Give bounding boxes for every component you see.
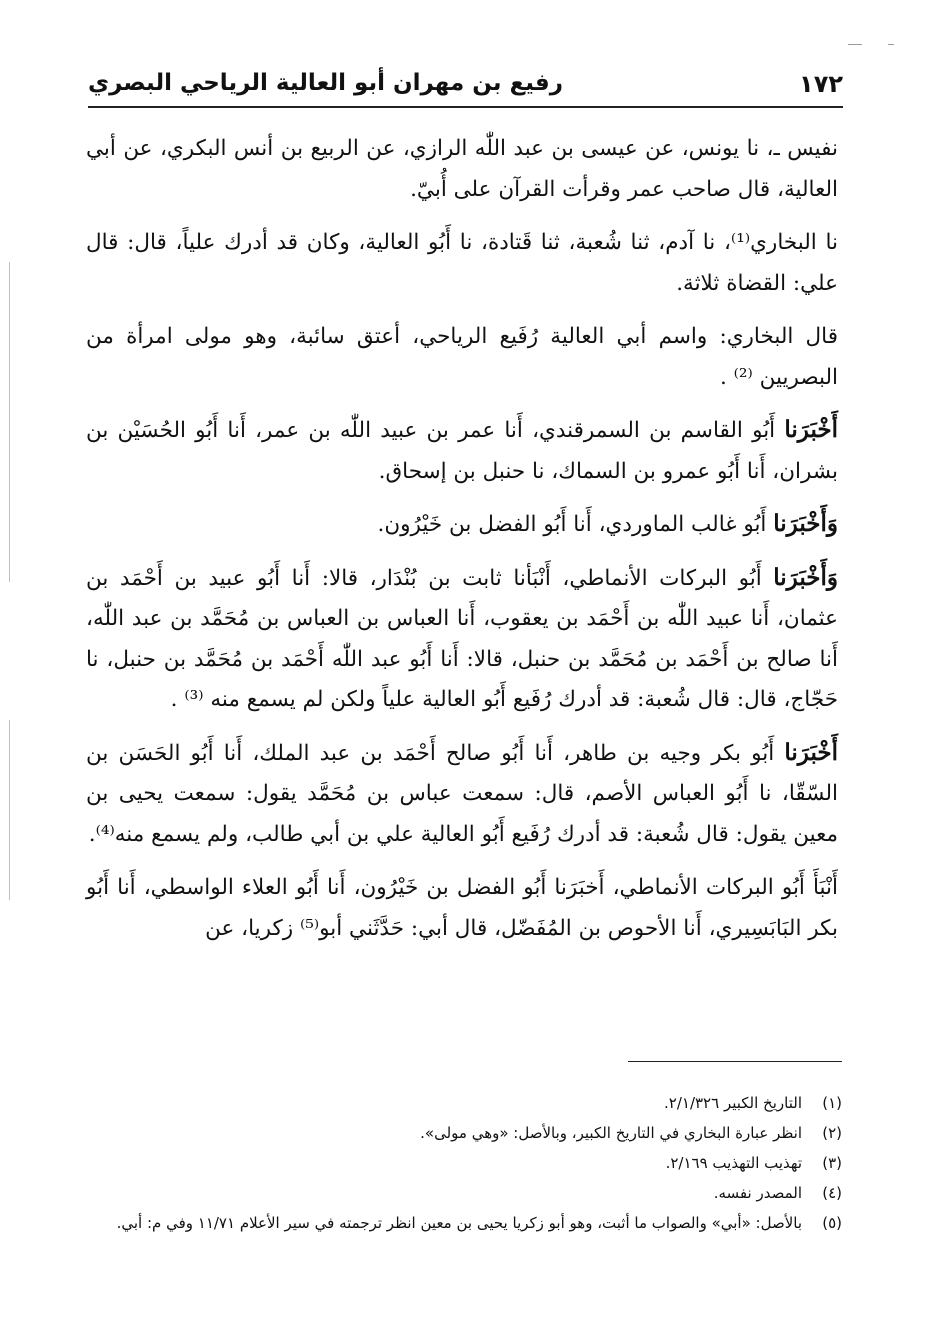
paragraph xyxy=(86,128,838,210)
footnote-number: (٣) xyxy=(822,1154,842,1172)
paragraph xyxy=(86,410,838,492)
footnote-text: انظر عبارة البخاري في التاريخ الكبير، وبالأصل: «وهي مولى». xyxy=(420,1124,802,1142)
paragraph-text: قال البخاري: واسم أبي العالية رُفَيع الرياحي، أعتق سائبة، وهو مولى امرأة من البصريين ⁽²⁾ . xyxy=(86,324,838,390)
paragraph xyxy=(86,558,838,721)
paragraph xyxy=(86,867,838,949)
paragraph-lead: وَأَخْبَرَنا xyxy=(773,510,838,537)
footnote xyxy=(86,1088,842,1118)
footnote-text: بالأصل: «أبي» والصواب ما أثبت، وهو أبو زكريا يحيى بن معين انظر ترجمته في سير الأعلام ١١/٧١ وفي م: أبي. xyxy=(116,1214,802,1232)
paragraph-lead: أَخْبَرَنا xyxy=(784,416,838,443)
running-header xyxy=(88,68,843,106)
header-rule xyxy=(88,106,843,108)
paragraph-text: أَنْبَأَ أَبُو البركات الأنماطي، أَخبَرَنا أَبُو الفضل بن خَيْرُون، أَنا أَبُو العلاء الواسطي، أَنا أَبُو بكر البَابَسِيري، أَنا الأحوص بن المُفَضّل، قال أبي: حَدَّثَني أبو⁽⁵⁾ زكريا، عن xyxy=(86,875,838,941)
footnotes xyxy=(86,1088,842,1238)
footnote-number: (٢) xyxy=(822,1124,842,1142)
footnote-text: التاريخ الكبير ٢/١/٣٢٦. xyxy=(664,1094,802,1112)
footnote-text: المصدر نفسه. xyxy=(713,1184,802,1202)
footnote xyxy=(86,1118,842,1148)
footnote xyxy=(86,1208,842,1238)
scan-margin-line xyxy=(9,262,10,582)
paragraph-text: أَبُو القاسم بن السمرقندي، أَنا عمر بن عبيد اللّٰه بن عمر، أَنا أَبُو الحُسَيْن بن بشران، أَنا أَبُو عمرو بن السماك، نا حنبل بن إسحاق. xyxy=(86,418,838,484)
paragraph-text: أَبُو غالب الماوردي، أَنا أَبُو الفضل بن خَيْرُون. xyxy=(377,512,774,537)
footnote xyxy=(86,1148,842,1178)
footnote-number: (٥) xyxy=(822,1214,842,1232)
footnote-number: (٤) xyxy=(822,1184,842,1202)
paragraph xyxy=(86,316,838,398)
paragraph xyxy=(86,733,838,856)
paragraph-lead: وَأَخْبَرَنا xyxy=(773,563,838,591)
scan-speck xyxy=(848,44,862,45)
main-text xyxy=(86,128,838,961)
paragraph-text: نا البخاري⁽¹⁾، نا آدم، ثنا شُعبة، ثنا قَتادة، نا أَبُو العالية، وكان قد أدرك علياً، قال: قال علي: القضاة ثلاثة. xyxy=(86,230,838,296)
footnote-rule xyxy=(628,1061,842,1062)
footnote-number: (١) xyxy=(822,1094,842,1112)
page-number: ١٧٢ xyxy=(799,70,843,98)
paragraph-lead: أَخْبَرَنا xyxy=(784,738,838,766)
scan-speck xyxy=(888,44,894,45)
footnote xyxy=(86,1178,842,1208)
scan-margin-line xyxy=(9,720,10,900)
paragraph xyxy=(86,222,838,304)
running-title: رفيع بن مهران أبو العالية الرياحي البصري xyxy=(88,70,563,96)
paragraph xyxy=(86,504,838,546)
footnote-text: تهذيب التهذيب ٢/١٦٩. xyxy=(665,1154,802,1172)
paragraph-text: أَبُو بكر وجيه بن طاهر، أَنا أَبُو صالح أَحْمَد بن عبد الملك، أَنا أَبُو الحَسَن بن السّقّا، نا أَبُو العباس الأصم، قال: سمعت عباس بن مُحَمَّد يقول: سمعت يحيى بن معين يقول: قال شُعبة: قد أدرك رُفَيع أَبُو العالية علي بن أبي طالب، ولم يسمع منه⁽⁴⁾. xyxy=(86,740,838,847)
paragraph-text: أَبُو البركات الأنماطي، أَنْبَأنا ثابت بن بُنْدَار، قالا: أَنا أَبُو عبيد بن أَحْمَد بن عثمان، أَنا عبيد اللّٰه بن أَحْمَد بن يعقوب، أَنا العباس بن العباس بن مُحَمَّد بن عبد اللّٰه، أَنا صالح بن أَحْمَد بن مُحَمَّد بن حنبل، قالا: أَنا أَبُو عبد اللّٰه أَحْمَد بن مُحَمَّد بن حنبل، نا حَجّاج، قال: قال شُعبة: قد أدرك رُفَيع أَبُو العالية علياً ولكن لم يسمع منه ⁽³⁾ . xyxy=(86,565,838,712)
paragraph-text: نفيس ـ، نا يونس، عن عيسى بن عبد اللّٰه الرازي، عن الربيع بن أنس البكري، عن أبي العالية، قال صاحب عمر وقرأت القرآن على أُبيّ. xyxy=(86,136,838,202)
